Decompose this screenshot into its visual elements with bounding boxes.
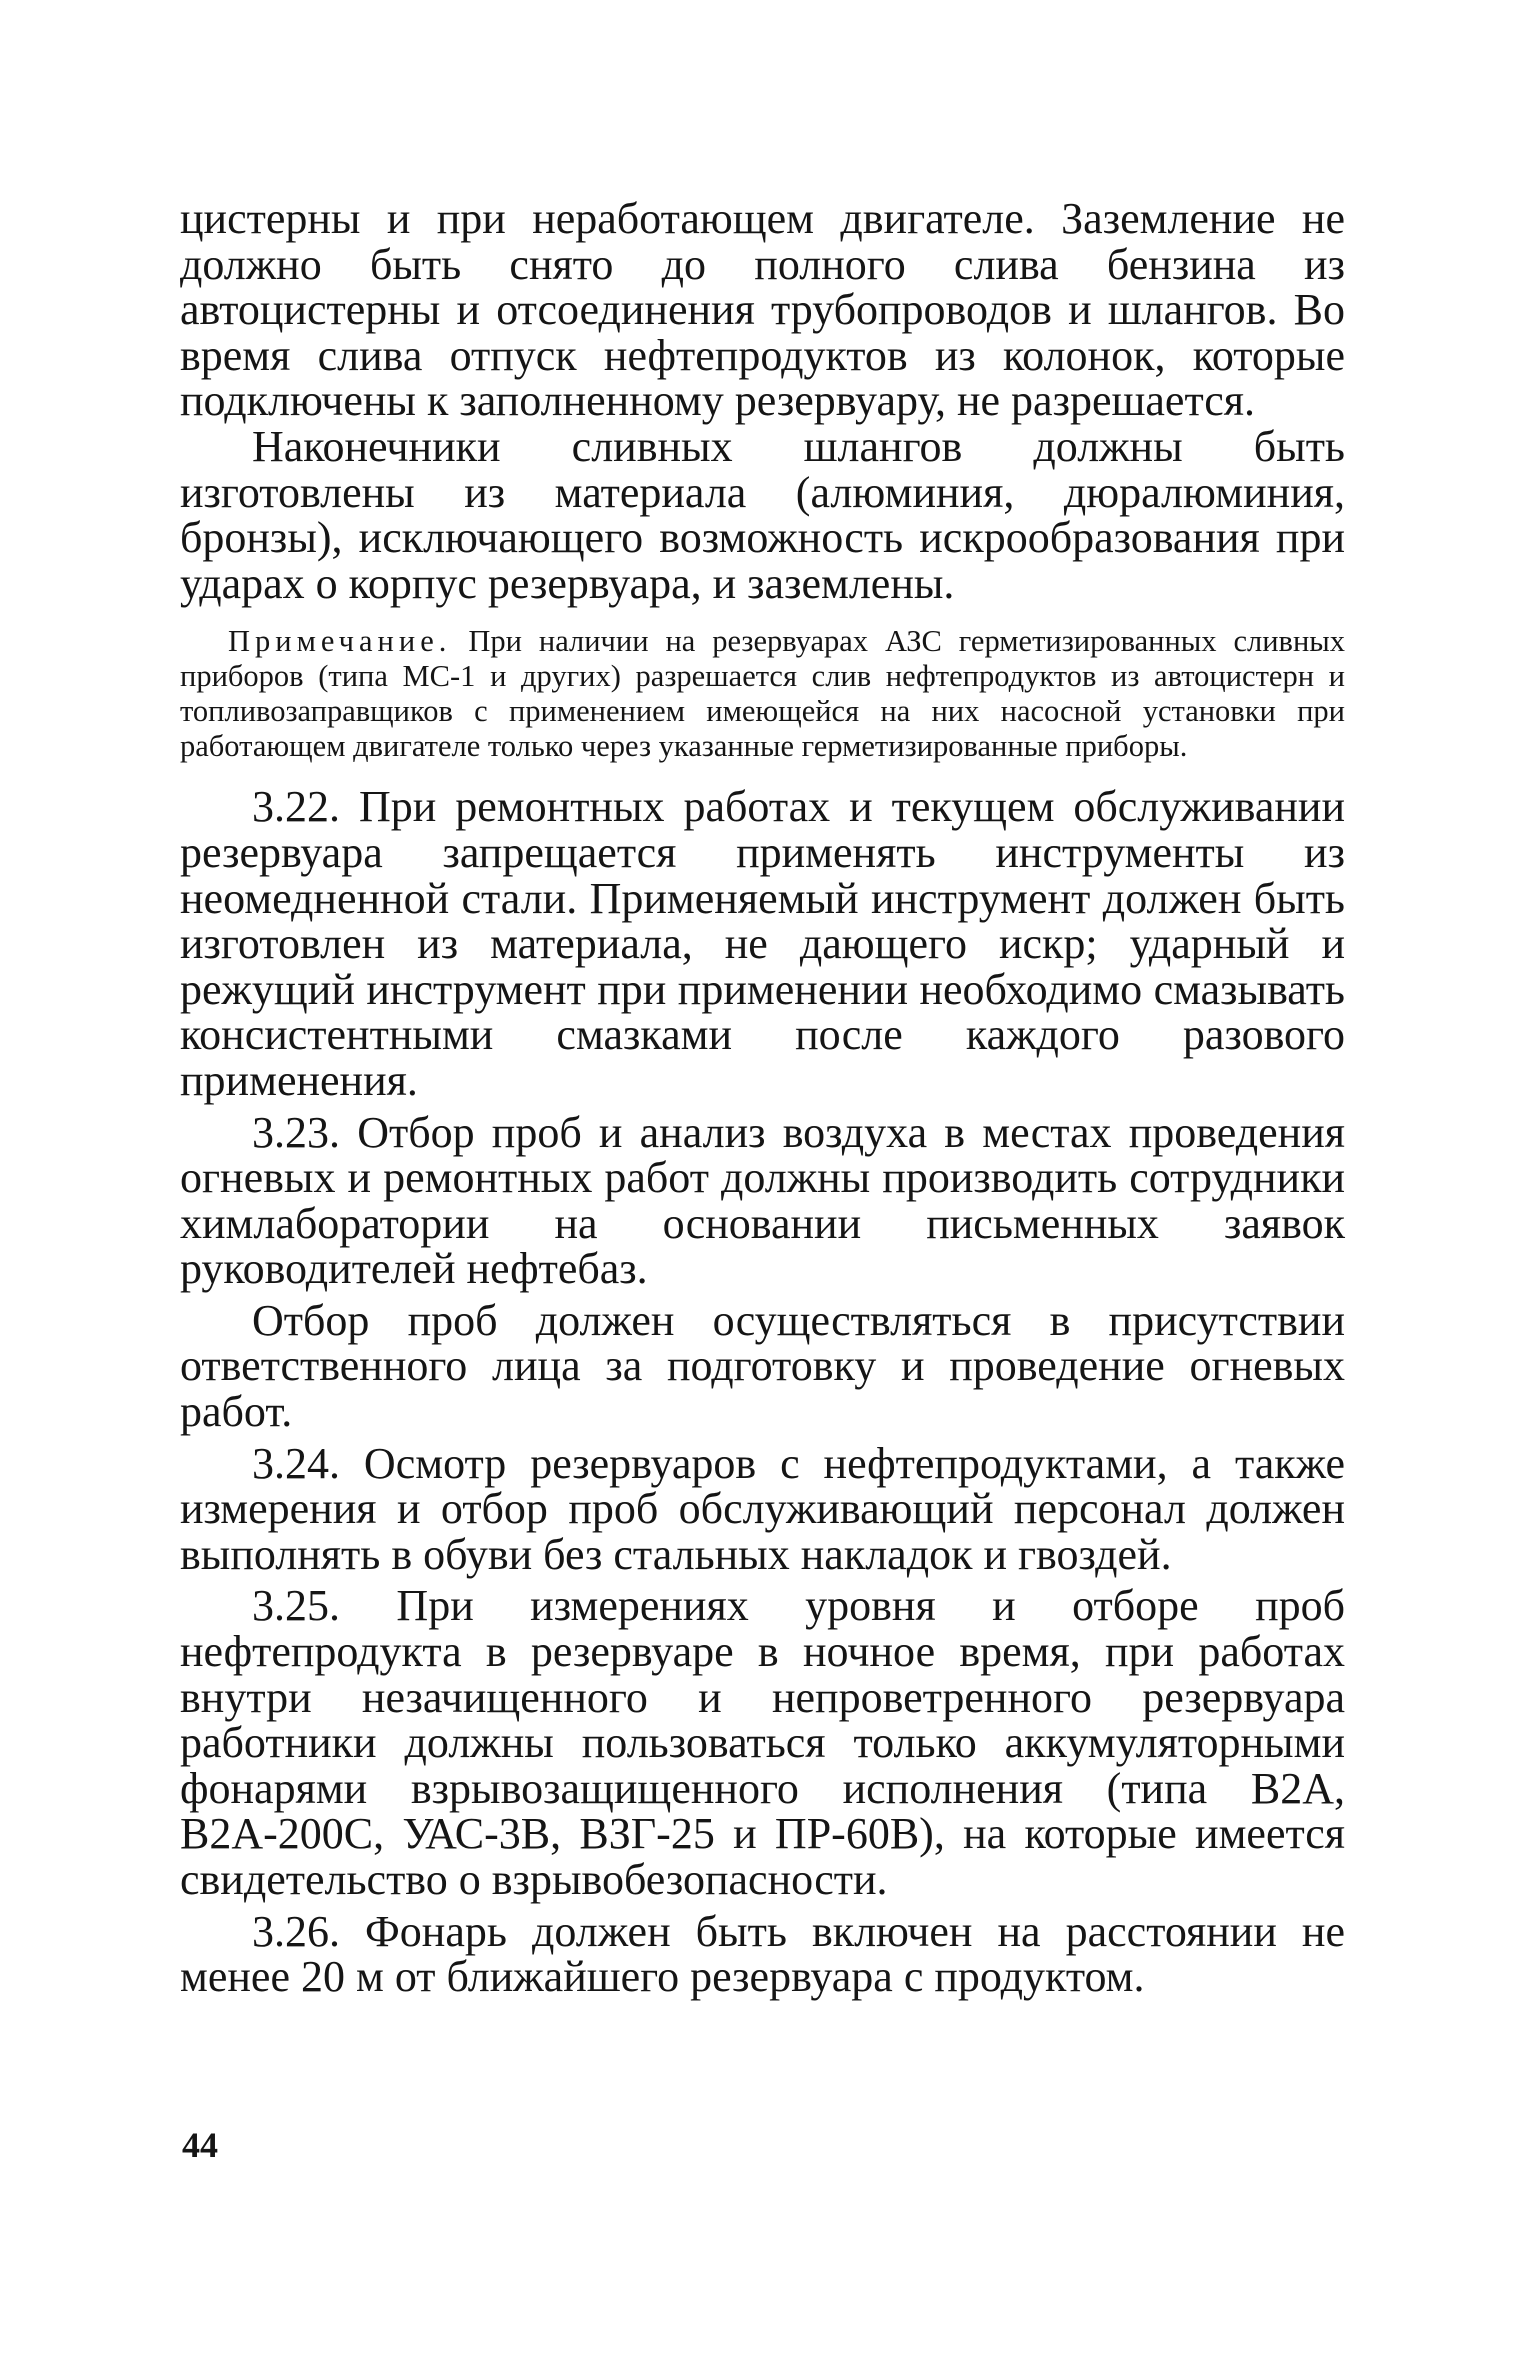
section-3-24: 3.24. Осмотр резервуаров с нефтепродуктами, а также измерения и отбор проб обслуживающий персонал должен выполнять в обуви без стальных накладок и гвоздей. (180, 1438, 1345, 1579)
note (180, 624, 1345, 764)
paragraph-sampling: Отбор проб должен осуществляться в присутствии ответственного лица за подготовку и проведение огневых работ. (180, 1295, 1345, 1437)
section-3-26: 3.26. Фонарь должен быть включен на расстоянии не менее 20 м от ближайшего резервуара с продуктом. (180, 1906, 1345, 2002)
note-text: При наличии на резервуарах АЗС герметизированных сливных приборов (типа МС-1 и других) разрешается слив нефтепродуктов из автоцистерн и топливозаправщиков с применением имеющейся на них насосной установки при работающем двигателе только через указанные герметизированные приборы. (180, 624, 1346, 764)
note-label: Примечание. (228, 624, 452, 659)
paragraph-hose-tips: Наконечники сливных шлангов должны быть изготовлены из материала (алюминия, дюралюминия, бронзы), исключающего возможность искрообразования при ударах о корпус резервуара, и заземлены. (180, 421, 1345, 608)
page-body (180, 196, 1345, 2000)
page-number: 44 (182, 2125, 218, 2165)
section-3-23: 3.23. Отбор проб и анализ воздуха в местах проведения огневых и ремонтных работ должны производить сотрудники химлаборатории на основании письменных заявок руководителей нефтебаз. (180, 1107, 1345, 1294)
paragraph-continuation: цистерны и при неработающем двигателе. Заземление не должно быть снято до полного слива бензина из автоцистерны и отсоединения трубопроводов и шлангов. Во время слива отпуск нефтепродуктов из колонок, которые подключены к заполненному резервуару, не разрешается. (180, 194, 1345, 426)
section-3-25: 3.25. При измерениях уровня и отборе проб нефтепродукта в резервуаре в ночное время, при работах внутри незачищенного и непроветренного резервуара работники должны пользоваться только аккумуляторными фонарями взрывозащищенного исполнения (типа В2А, В2А-200С, УАС-3В, ВЗГ-25 и ПР-60В), на которые имеется свидетельство о взрывобезопасности. (180, 1581, 1345, 1904)
section-3-22: 3.22. При ремонтных работах и текущем обслуживании резервуара запрещается применять инструменты из неомедненной стали. Применяемый инструмент должен быть изготовлен из материала, не дающего искр; ударный и режущий инструмент при применении необходимо смазывать консистентными смазками после каждого разового применения. (180, 782, 1345, 1105)
